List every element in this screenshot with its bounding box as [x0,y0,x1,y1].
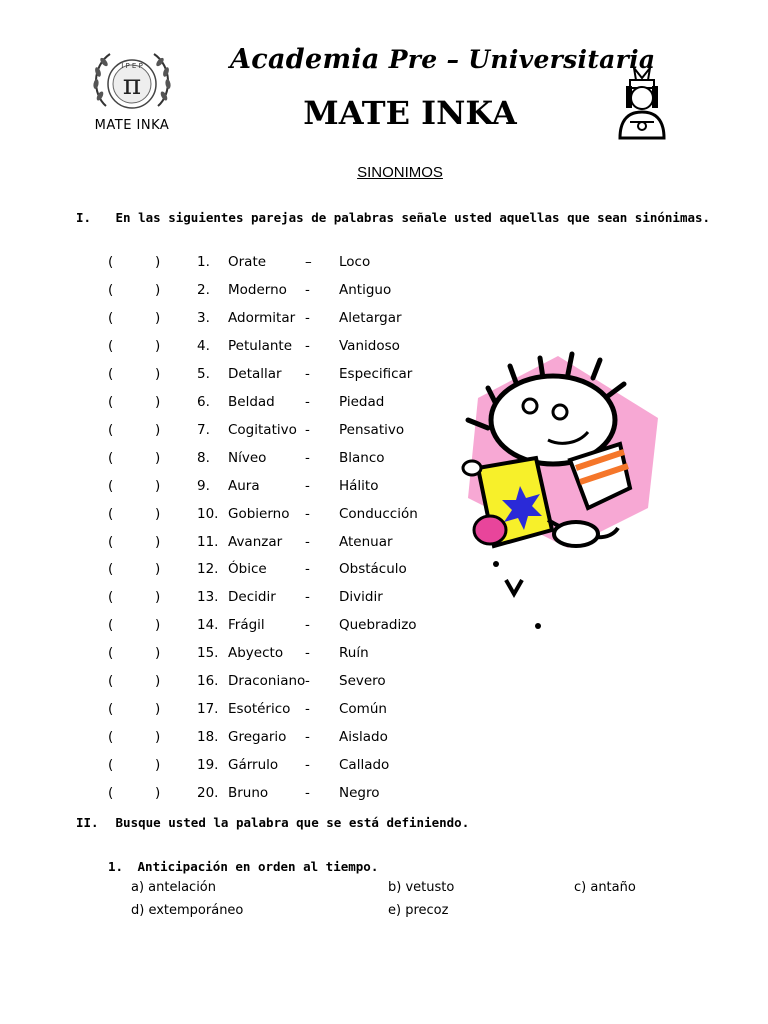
close-paren[interactable]: ) [155,673,161,690]
synonym-row [0,310,768,332]
option-a[interactable]: a) antelación [131,880,217,895]
item-number: 17. [197,701,219,718]
open-paren[interactable]: ( [108,505,114,522]
item-word: Bruno [228,785,269,802]
close-paren[interactable]: ) [155,421,161,438]
item-synonym: Antiguo [339,281,392,298]
item-word: Frágil [228,617,265,634]
item-dash: - [305,281,310,298]
close-paren[interactable]: ) [155,281,161,298]
close-paren[interactable]: ) [155,505,161,522]
open-paren[interactable]: ( [108,757,114,774]
item-synonym: Callado [339,757,390,774]
section-2-heading [76,815,469,830]
item-dash: - [305,533,310,550]
item-number: 2. [197,281,210,298]
synonym-row [0,645,768,667]
item-word: Draconiano [228,673,306,690]
item-synonym: Dividir [339,589,383,606]
open-paren[interactable]: ( [108,589,114,606]
question-1 [108,859,378,874]
item-word: Adormitar [228,309,296,326]
item-dash: - [305,421,310,438]
open-paren[interactable]: ( [108,254,114,270]
section-2-instruction: Busque usted la palabra que se está definiendo. [115,815,470,830]
item-word: Orate [228,254,267,270]
open-paren[interactable]: ( [108,281,114,298]
item-word: Avanzar [228,533,283,550]
item-synonym: Aislado [339,729,388,746]
open-paren[interactable]: ( [108,309,114,326]
item-number: 7. [197,421,210,438]
item-synonym: Loco [339,254,371,270]
item-word: Abyecto [228,645,284,662]
item-dash: - [305,589,310,606]
item-word: Gárrulo [228,757,279,774]
item-word: Níveo [228,449,267,466]
item-dash: - [305,561,310,578]
synonym-row [0,282,768,304]
item-dash: - [305,785,310,802]
item-number: 18. [197,729,219,746]
open-paren[interactable]: ( [108,533,114,550]
close-paren[interactable]: ) [155,337,161,354]
close-paren[interactable]: ) [155,785,161,802]
item-dash: - [305,645,310,662]
academy-rest: Pre – Universitaria [388,45,656,74]
item-synonym: Piedad [339,393,385,410]
close-paren[interactable]: ) [155,617,161,634]
item-number: 5. [197,365,210,382]
item-number: 20. [197,785,219,802]
item-number: 11. [197,533,219,550]
reading-kid-illustration [448,348,668,648]
option-b[interactable]: b) vetusto [388,880,455,895]
close-paren[interactable]: ) [155,729,161,746]
close-paren[interactable]: ) [155,701,161,718]
item-synonym: Hálito [339,477,379,494]
svg-text:π: π [122,68,142,101]
synonym-row [0,729,768,751]
close-paren[interactable]: ) [155,477,161,494]
open-paren[interactable]: ( [108,701,114,718]
item-number: 14. [197,617,219,634]
item-number: 16. [197,673,219,690]
item-dash: - [305,477,310,494]
item-dash: - [305,309,310,326]
item-word: Cogitativo [228,421,297,438]
item-synonym: Obstáculo [339,561,407,578]
synonym-row [0,254,768,276]
item-number: 6. [197,393,210,410]
item-dash: - [305,757,310,774]
item-synonym: Pensativo [339,421,405,438]
item-synonym: Ruín [339,645,369,662]
close-paren[interactable]: ) [155,449,161,466]
item-word: Petulante [228,337,292,354]
option-e[interactable]: e) precoz [388,903,449,918]
item-number: 19. [197,757,219,774]
open-paren[interactable]: ( [108,421,114,438]
synonym-row [0,701,768,723]
close-paren[interactable]: ) [155,533,161,550]
open-paren[interactable]: ( [108,337,114,354]
item-word: Óbice [228,561,267,578]
item-dash: - [305,505,310,522]
item-synonym: Negro [339,785,380,802]
close-paren[interactable]: ) [155,589,161,606]
logo-text: MATE INKA [94,118,170,133]
item-number: 12. [197,561,219,578]
open-paren[interactable]: ( [108,785,114,802]
item-word: Aura [228,477,260,494]
inca-figure-icon [612,64,672,140]
item-number: 4. [197,337,210,354]
open-paren[interactable]: ( [108,617,114,634]
close-paren[interactable]: ) [155,309,161,326]
open-paren[interactable]: ( [108,449,114,466]
item-dash: - [305,729,310,746]
option-d[interactable]: d) extemporáneo [131,903,244,918]
item-dash: - [305,701,310,718]
question-1-text: Anticipación en orden al tiempo. [137,859,379,874]
close-paren[interactable]: ) [155,561,161,578]
option-c[interactable]: c) antaño [574,880,636,895]
synonym-row [0,785,768,807]
synonym-row [0,757,768,779]
section-2-numeral: II. [76,815,99,830]
synonym-row [0,673,768,695]
item-word: Esotérico [228,701,291,718]
item-word: Detallar [228,365,282,382]
item-number: 8. [197,449,210,466]
item-synonym: Común [339,701,387,718]
item-word: Gregario [228,729,287,746]
open-paren[interactable]: ( [108,477,114,494]
open-paren[interactable]: ( [108,729,114,746]
item-synonym: Conducción [339,505,418,522]
close-paren[interactable]: ) [155,365,161,382]
item-synonym: Vanidoso [339,337,400,354]
open-paren[interactable]: ( [108,561,114,578]
item-synonym: Especificar [339,365,413,382]
item-dash: - [305,337,310,354]
item-word: Moderno [228,281,287,298]
item-synonym: Blanco [339,449,385,466]
item-number: 10. [197,505,219,522]
close-paren[interactable]: ) [155,393,161,410]
item-synonym: Quebradizo [339,617,417,634]
section-1-instruction: En las siguientes parejas de palabras señale usted aquellas que sean sinónimas. [115,210,711,225]
item-dash: – [305,254,312,270]
item-dash: - [305,393,310,410]
item-word: Beldad [228,393,275,410]
close-paren[interactable]: ) [155,254,161,270]
item-synonym: Atenuar [339,533,393,550]
item-word: Decidir [228,589,276,606]
question-1-number: 1. [108,859,124,874]
item-number: 3. [197,309,210,326]
item-word: Gobierno [228,505,290,522]
item-dash: - [305,365,310,382]
item-number: 15. [197,645,219,662]
item-number: 13. [197,589,219,606]
close-paren[interactable]: ) [155,645,161,662]
open-paren[interactable]: ( [108,365,114,382]
academy-heading [230,44,655,75]
academy-word: Academia [230,44,380,75]
open-paren[interactable]: ( [108,645,114,662]
item-dash: - [305,617,310,634]
item-synonym: Severo [339,673,386,690]
item-number: 9. [197,477,210,494]
open-paren[interactable]: ( [108,393,114,410]
item-dash: - [305,449,310,466]
item-number: 1. [197,254,210,270]
close-paren[interactable]: ) [155,757,161,774]
open-paren[interactable]: ( [108,673,114,690]
section-1-heading [76,210,710,225]
page-title: MATE INKA [303,94,517,132]
section-1-numeral: I. [76,210,92,225]
worksheet-subtitle: SINONIMOS [357,164,443,181]
item-synonym: Aletargar [339,309,402,326]
svg-text:I P E P: I P E P [121,62,143,70]
item-dash: - [305,673,310,690]
